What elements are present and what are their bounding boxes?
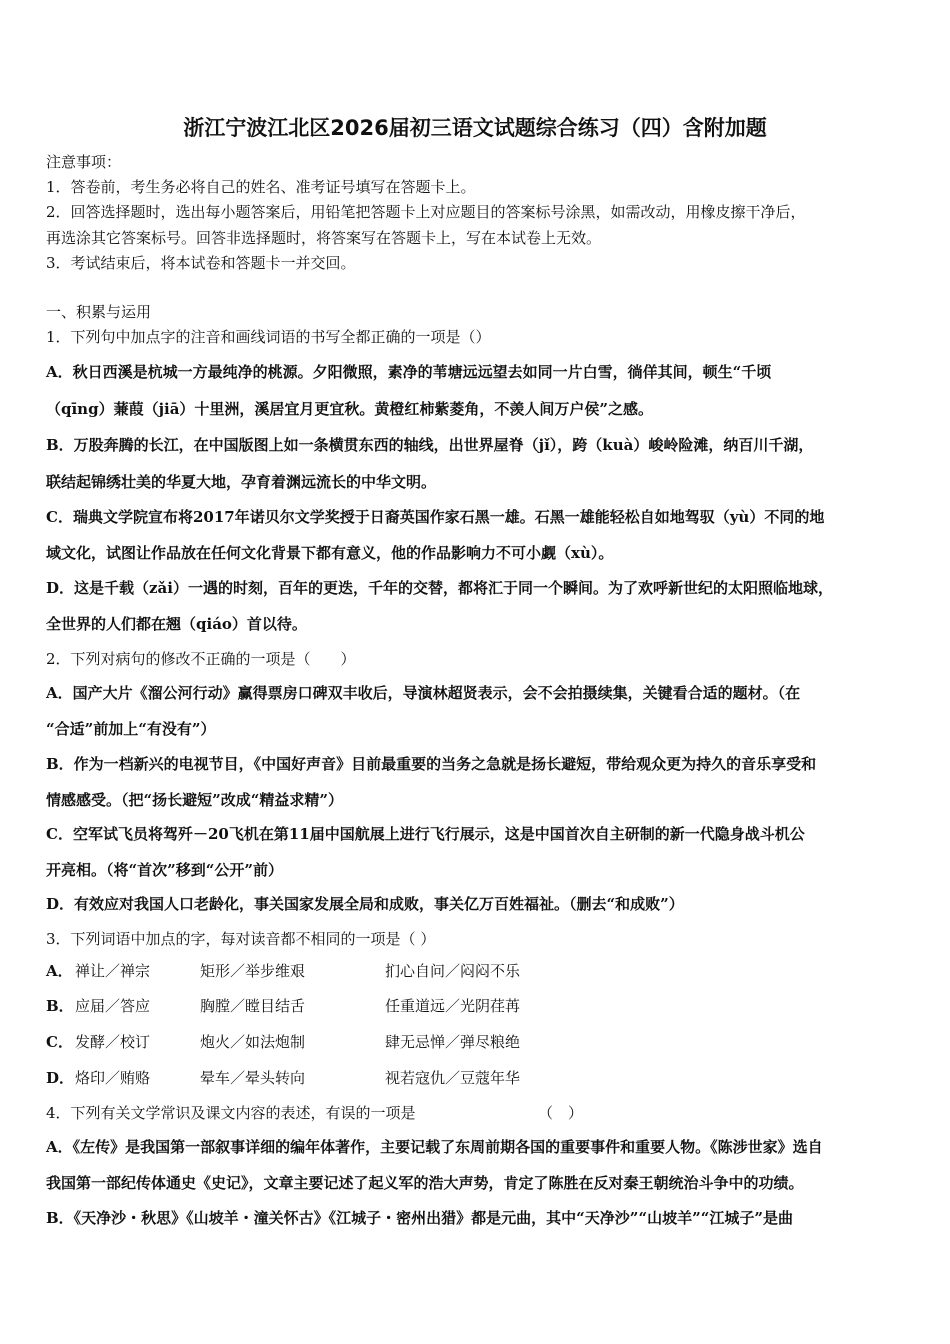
q3-option-col3: 肆无忌惮／弹尽粮绝 <box>385 1033 521 1051</box>
q4-answer-paren: （ ） <box>538 1104 584 1122</box>
q3-option-col2: 胸膛／瞠目结舌 <box>200 997 306 1015</box>
q3-option-col2: 晕车／晕头转向 <box>200 1069 306 1087</box>
q1-option-d: D．这是千载（zǎi）一遇的时刻，百年的更迭，千年的交替，都将汇于同一个瞬间。为了欢呼新世纪的太阳照临地球， <box>46 579 833 597</box>
q4-stem: 4．下列有关文学常识及课文内容的表述，有误的一项是 <box>46 1104 416 1122</box>
q3-option-col2: 炮火／如法炮制 <box>200 1033 306 1051</box>
q1-option-a: A．秋日西溪是杭城一方最纯净的桃源。夕阳微照，素净的苇塘远远望去如同一片白雪，徜佯其间，顿生“千顷 <box>46 363 772 381</box>
q1-option-c: C．瑞典文学院宣布将2017年诺贝尔文学奖授于日裔英国作家石黑一雄。石黑一雄能轻松自如地驾驭（yù）不同的地 <box>46 508 825 526</box>
notice-line-4: 3．考试结束后，将本试卷和答题卡一并交回。 <box>46 254 356 272</box>
q2-option-d: D．有效应对我国人口老龄化，事关国家发展全局和成败，事关亿万百姓福祉。（删去“和成败”） <box>46 895 684 913</box>
section-heading: 一、积累与运用 <box>46 303 152 321</box>
q3-option-label: B． <box>46 997 74 1015</box>
q1-option-d-cont: 全世界的人们都在翘（qiáo）首以待。 <box>46 615 307 633</box>
notice-line-1: 1．答卷前，考生务必将自己的姓名、准考证号填写在答题卡上。 <box>46 178 476 196</box>
q3-option-col1: 禅让／禅宗 <box>75 962 151 980</box>
q2-option-a: A．国产大片《溜公河行动》赢得票房口碑双丰收后，导演林超贤表示，会不会拍摄续集，关键看合适的题材。（在 <box>46 684 801 702</box>
q3-option-col1: 应届／答应 <box>75 997 151 1015</box>
q1-option-b: B．万股奔腾的长江，在中国版图上如一条横贯东西的轴线，出世界屋脊（jǐ），跨（kuà）峻岭险滩，纳百川千湖， <box>46 436 814 454</box>
q3-option-label: C． <box>46 1033 73 1051</box>
q3-option-label: D． <box>46 1069 75 1087</box>
q3-option-label: A． <box>46 962 73 980</box>
q2-stem: 2．下列对病句的修改不正确的一项是（ ） <box>46 650 356 668</box>
notice-heading: 注意事项： <box>46 153 122 171</box>
notice-line-3: 再选涂其它答案标号。回答非选择题时，将答案写在答题卡上，写在本试卷上无效。 <box>46 229 602 247</box>
q2-option-b-cont: 情感感受。（把“扬长避短”改成“精益求精”） <box>46 791 344 809</box>
q2-option-a-cont: “合适”前加上“有没有”） <box>46 720 216 738</box>
q3-option-col3: 扪心自问／闷闷不乐 <box>385 962 521 980</box>
q4-option-b: B．《天净沙・秋思》《山坡羊・潼关怀古》《江城子・密州出猎》都是元曲，其中“天净沙”“山坡羊”“江城子”是曲 <box>46 1209 793 1227</box>
q3-option-col2: 矩形／举步维艰 <box>200 962 306 980</box>
q1-option-b-cont: 联结起锦绣壮美的华夏大地，孕育着渊远流长的中华文明。 <box>46 473 437 491</box>
notice-line-2: 2．回答选择题时，选出每小题答案后，用铅笔把答题卡上对应题目的答案标号涂黑，如需改动，用橡皮擦干净后， <box>46 203 806 221</box>
q3-option-col3: 视若寇仇／豆蔻年华 <box>385 1069 521 1087</box>
page-title: 浙江宁波江北区2026届初三语文试题综合练习（四）含附加题 <box>183 116 767 140</box>
q2-option-b: B．作为一档新兴的电视节目，《中国好声音》目前最重要的当务之急就是扬长避短，带给观众更为持久的音乐享受和 <box>46 755 817 773</box>
q1-option-a-cont: （qīng）蒹葭（jiā）十里洲，溪居宜月更宜秋。黄橙红柿紫菱角，不羡人间万户侯”之感。 <box>46 400 654 418</box>
q1-option-c-cont: 域文化，试图让作品放在任何文化背景下都有意义，他的作品影响力不可小觑（xù）。 <box>46 544 614 562</box>
q2-option-c-cont: 开亮相。（将“首次”移到“公开”前） <box>46 861 284 879</box>
q4-option-a: A．《左传》是我国第一部叙事详细的编年体著作，主要记载了东周前期各国的重要事件和重要人物。《陈涉世家》选自 <box>46 1138 823 1156</box>
q1-stem: 1．下列句中加点字的注音和画线词语的书写全都正确的一项是（） <box>46 328 491 346</box>
q3-stem: 3．下列词语中加点的字，每对读音都不相同的一项是（ ） <box>46 930 436 948</box>
q3-option-col1: 烙印／贿赂 <box>75 1069 151 1087</box>
q3-option-col3: 任重道远／光阴荏苒 <box>385 997 521 1015</box>
q4-option-a-cont: 我国第一部纪传体通史《史记》，文章主要记述了起义军的浩大声势，肯定了陈胜在反对秦王朝统治斗争中的功绩。 <box>46 1174 804 1192</box>
q3-option-col1: 发酵／校订 <box>75 1033 151 1051</box>
q2-option-c: C．空军试飞员将驾歼－20飞机在第11届中国航展上进行飞行展示，这是中国首次自主研制的新一代隐身战斗机公 <box>46 825 805 843</box>
